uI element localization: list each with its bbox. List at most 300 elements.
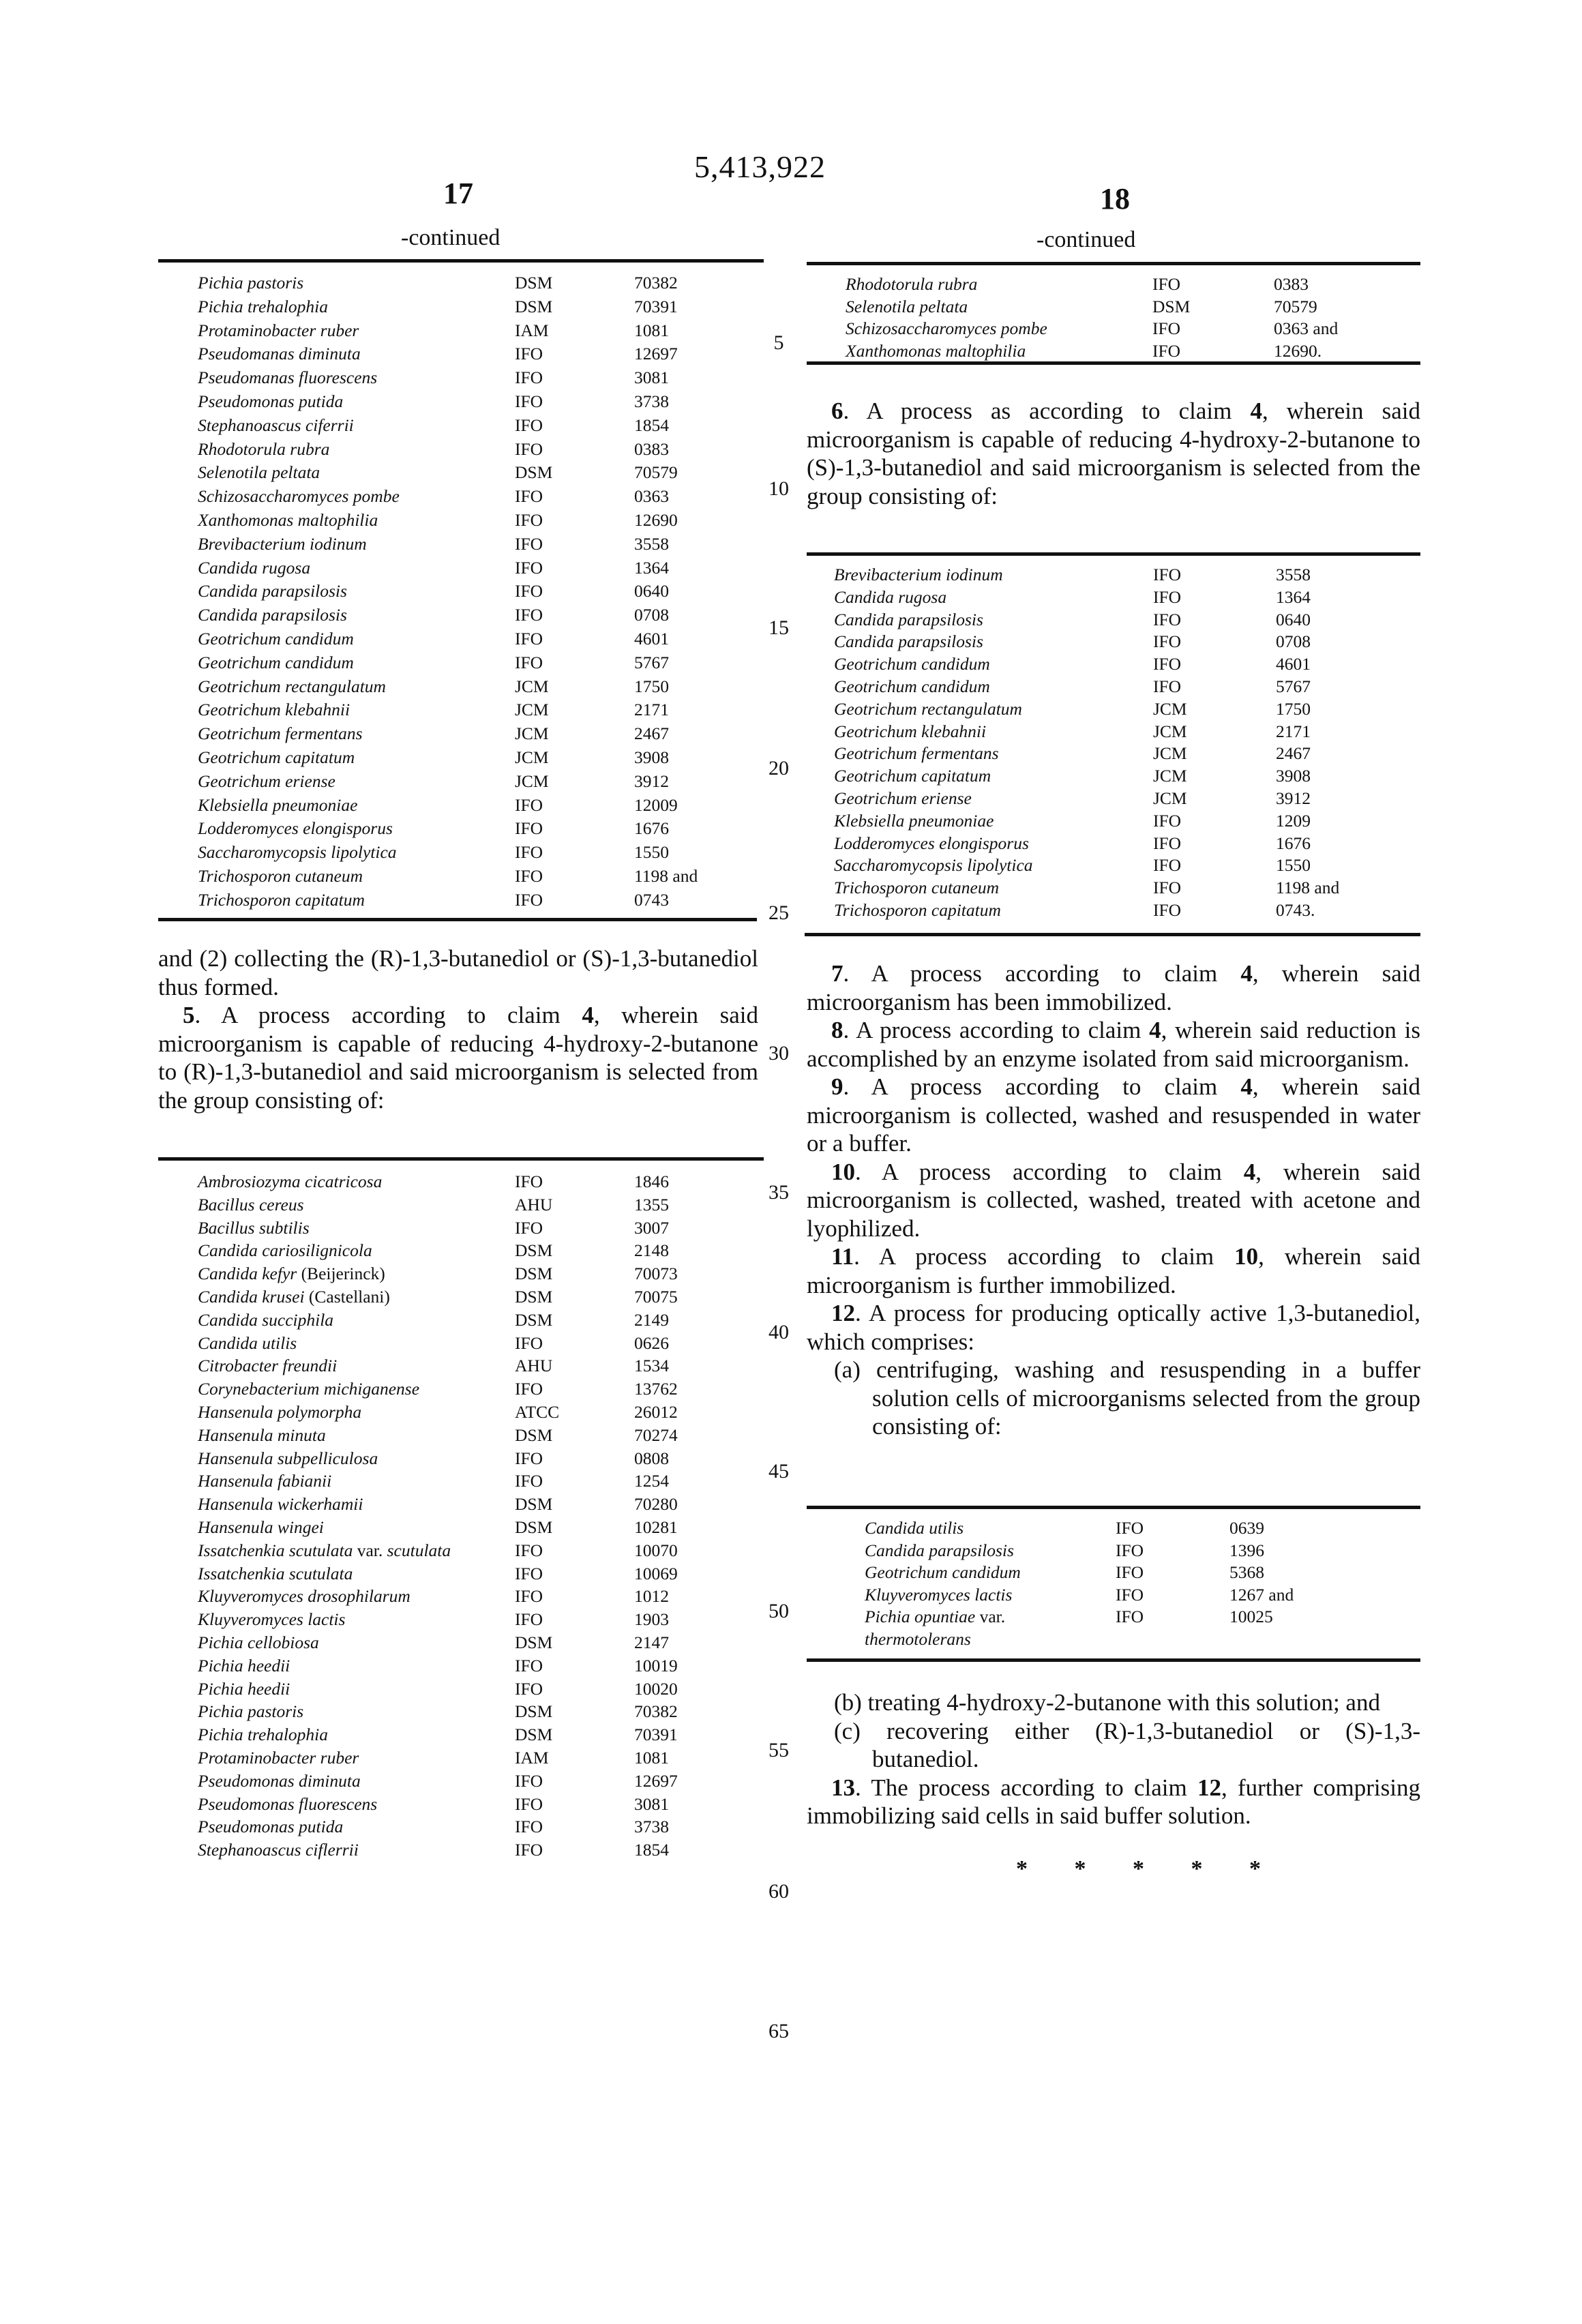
- table-row: [198, 1401, 764, 1424]
- collection-code: IFO: [1116, 1562, 1144, 1582]
- accession-number: 1903: [634, 1609, 669, 1630]
- strain-name: Candida parapsilosis: [865, 1540, 1014, 1560]
- line-number: 65: [768, 2020, 789, 2042]
- strain-name: Ambrosiozyma cicatricosa: [198, 1172, 383, 1191]
- table-row: [834, 876, 1414, 899]
- table-row: [198, 1170, 764, 1193]
- strain-name: Geotrichum candidum: [834, 654, 990, 674]
- table-row: [834, 742, 1414, 765]
- collection-code: IFO: [1153, 878, 1182, 898]
- collection-code: IFO: [515, 486, 543, 507]
- accession-number: 70280: [634, 1494, 678, 1515]
- accession-number: 3908: [1276, 766, 1311, 786]
- table-row: [198, 1332, 764, 1355]
- table-row: [198, 295, 764, 318]
- strain-name: Trichosporon capitatum: [834, 900, 1001, 920]
- table-row: [198, 533, 764, 556]
- table-rule: [158, 918, 757, 921]
- line-number: 55: [768, 1739, 789, 1761]
- claim-text: , wherein said microorganism is collected, washed and resuspended in water or a buffer.: [807, 1073, 1420, 1157]
- claim-number: 5: [183, 1002, 195, 1028]
- line-number: 35: [768, 1181, 789, 1204]
- collection-code: IFO: [515, 842, 543, 863]
- strain-name: Candida cariosilignicola: [198, 1240, 372, 1261]
- collection-code: IFO: [515, 533, 543, 554]
- table-row: [198, 1447, 764, 1470]
- claim-reference: 10: [1234, 1243, 1259, 1270]
- strain-name: Xanthomonas maltophilia: [198, 510, 378, 530]
- collection-code: DSM: [515, 1240, 553, 1261]
- claim-text: , wherein said reduction is accomplished by an enzyme isolated from said microorganism.: [807, 1017, 1420, 1072]
- table-row: [198, 1217, 764, 1240]
- table-row: [198, 865, 764, 888]
- accession-number: 0383: [634, 438, 669, 459]
- collection-code: DSM: [515, 1309, 553, 1330]
- collection-code: DSM: [1152, 296, 1191, 316]
- claim-text-left: [158, 944, 758, 1114]
- table-row: [865, 1539, 1410, 1562]
- strain-name: Bacillus subtilis: [198, 1217, 310, 1238]
- collection-code: DSM: [515, 273, 553, 293]
- table-row: [834, 563, 1414, 586]
- continued-label-right: -continued: [1036, 227, 1136, 252]
- table-row: [198, 1746, 764, 1770]
- table-row: [865, 1583, 1410, 1607]
- collection-code: IFO: [1152, 340, 1181, 361]
- table-row: [834, 809, 1414, 833]
- accession-number: 3558: [1276, 565, 1311, 584]
- strain-name: Candida succiphila: [198, 1309, 334, 1330]
- collection-code: IAM: [515, 320, 549, 340]
- accession-number: 2171: [1276, 721, 1311, 741]
- collection-code: IFO: [515, 1840, 543, 1860]
- strain-name: Geotrichum eriense: [198, 771, 335, 791]
- patent-number: 5,413,922: [694, 149, 826, 184]
- table-row: [834, 899, 1414, 922]
- collection-code: IFO: [515, 1379, 543, 1399]
- strain-name: Pseudomanas diminuta: [198, 344, 361, 364]
- collection-code: IFO: [1116, 1607, 1144, 1626]
- continued-label-left: -continued: [401, 225, 501, 250]
- accession-number: 3912: [634, 771, 669, 791]
- strain-name: Candida rugosa: [198, 557, 311, 578]
- table-row: [198, 1700, 764, 1723]
- accession-number: 1750: [634, 676, 669, 696]
- accession-number: 70579: [1274, 296, 1317, 316]
- table-row: [198, 1493, 764, 1516]
- collection-code: IFO: [515, 652, 543, 672]
- strain-name: Pseudomonas putida: [198, 391, 344, 411]
- strain-name: Pseudomonas diminuta: [198, 1770, 361, 1791]
- table-row: [198, 1239, 764, 1262]
- table-rule: [807, 1506, 1420, 1509]
- strain-name: Selenotila peltata: [198, 462, 320, 483]
- collection-code: IFO: [515, 581, 543, 601]
- claim-5: [158, 1001, 758, 1114]
- claim-12-step-a: (a) centrifuging, washing and resuspending in a buffer solution cells of microorganisms selected from the group consisting of:: [834, 1356, 1420, 1440]
- accession-number: 10020: [634, 1678, 678, 1699]
- accession-number: 3081: [634, 1793, 669, 1814]
- strain-name: Xanthomonas maltophilia: [846, 340, 1026, 361]
- collection-code: JCM: [1153, 766, 1187, 786]
- collection-code: IFO: [1153, 654, 1182, 674]
- claim-9: [807, 1073, 1420, 1158]
- table-row: [198, 1654, 764, 1678]
- strain-name: Hansenula wickerhamii: [198, 1494, 363, 1515]
- strain-name: Protaminobacter ruber: [198, 320, 359, 340]
- accession-number: 1854: [634, 1840, 669, 1860]
- strain-name: Candida krusei (Castellani): [198, 1287, 390, 1307]
- table-row: [834, 787, 1414, 810]
- claim-text: . A process according to claim: [854, 1243, 1235, 1270]
- claim-13: [807, 1774, 1420, 1830]
- strain-name: Candida kefyr (Beijerinck): [198, 1264, 385, 1284]
- collection-code: JCM: [1153, 721, 1187, 741]
- accession-number: 0808: [634, 1448, 669, 1468]
- accession-number: 70382: [634, 273, 678, 293]
- claim-text: . A process according to claim: [843, 1017, 1150, 1043]
- collection-code: AHU: [515, 1194, 553, 1215]
- collection-code: IFO: [515, 1563, 543, 1583]
- table-row: [865, 1605, 1410, 1628]
- claim-12-step-b: (b) treating 4-hydroxy-2-butanone with this solution; and: [834, 1689, 1380, 1716]
- collection-code: JCM: [1153, 698, 1187, 719]
- table-rule: [807, 262, 1420, 265]
- table-row: [198, 390, 764, 413]
- claim-number: 7: [831, 960, 844, 987]
- collection-code: IFO: [515, 1586, 543, 1607]
- strain-name: Hansenula fabianii: [198, 1471, 332, 1491]
- collection-code: IFO: [515, 1817, 543, 1837]
- accession-number: 10281: [634, 1517, 678, 1537]
- line-number: 15: [768, 616, 789, 639]
- collection-code: JCM: [515, 676, 549, 696]
- accession-number: 10070: [634, 1540, 678, 1560]
- line-number: 30: [768, 1042, 789, 1064]
- accession-number: 1198 and: [1276, 878, 1340, 898]
- strain-name: Rhodotorula rubra: [846, 274, 978, 294]
- strain-name: Corynebacterium michiganense: [198, 1379, 420, 1399]
- collection-code: IFO: [515, 1609, 543, 1630]
- strain-name: Pichia heedii: [198, 1655, 290, 1675]
- strain-name: Trichosporon cutaneum: [198, 866, 363, 886]
- accession-number: 12697: [634, 344, 678, 364]
- claim-number: 9: [831, 1073, 844, 1100]
- accession-number: 1081: [634, 320, 669, 340]
- table-row: [198, 1723, 764, 1746]
- table-row: [198, 604, 764, 627]
- accession-number: 1364: [634, 557, 669, 578]
- table-row: [198, 1262, 764, 1285]
- collection-code: IFO: [1116, 1584, 1144, 1605]
- accession-number: 5368: [1229, 1562, 1264, 1582]
- collection-code: IFO: [515, 794, 543, 815]
- table-row: [834, 586, 1414, 609]
- accession-number: 3908: [634, 747, 669, 767]
- table-row: [198, 1539, 764, 1562]
- accession-number: 0640: [634, 581, 669, 601]
- collection-code: IFO: [1152, 274, 1181, 294]
- strain-name: Geotrichum fermentans: [198, 724, 363, 744]
- strain-name: Geotrichum klebahnii: [834, 721, 987, 741]
- table-row: [198, 1608, 764, 1631]
- accession-number: 1676: [634, 818, 669, 839]
- table-row: [198, 509, 764, 532]
- table-row: [198, 1285, 764, 1309]
- claim-text: , wherein said microorganism is further immobilized.: [807, 1243, 1420, 1298]
- collection-code: IFO: [1153, 810, 1182, 831]
- accession-number: 70075: [634, 1287, 678, 1307]
- claim-reference: 4: [582, 1002, 594, 1028]
- table-row: [198, 485, 764, 508]
- table-row: [834, 854, 1414, 877]
- claim-text: . A process according to claim: [843, 1073, 1241, 1100]
- strain-name: Geotrichum capitatum: [834, 766, 991, 786]
- line-number: 5: [773, 331, 784, 354]
- strain-name: Rhodotorula rubra: [198, 438, 330, 459]
- accession-number: 12690.: [1274, 340, 1322, 361]
- collection-code: DSM: [515, 1287, 553, 1307]
- strain-name: Pichia pastoris: [198, 273, 304, 293]
- collection-code: IFO: [515, 818, 543, 839]
- table-rule: [807, 552, 1420, 556]
- strain-name: Saccharomycopsis lipolytica: [198, 842, 397, 863]
- accession-number: 0743.: [1276, 900, 1315, 920]
- accession-number: 2147: [634, 1633, 669, 1652]
- table-row: [834, 630, 1414, 653]
- claim-text: . The process according to claim: [855, 1774, 1198, 1801]
- claim-number: 12: [831, 1300, 855, 1326]
- collection-code: DSM: [515, 1517, 553, 1537]
- accession-number: 1081: [634, 1748, 669, 1768]
- table-row: [834, 720, 1414, 743]
- table-row: [198, 1193, 764, 1217]
- strain-name: Protaminobacter ruber: [198, 1748, 359, 1768]
- table-row: [846, 295, 1418, 318]
- strain-name: Candida parapsilosis: [834, 631, 983, 652]
- collection-code: DSM: [515, 1264, 553, 1284]
- table-row: [198, 698, 764, 721]
- strain-name: Saccharomycopsis lipolytica: [834, 855, 1033, 876]
- strain-name: Schizosaccharomyces pombe: [198, 486, 400, 507]
- strain-name: Stephanoascus ciferrii: [198, 415, 354, 435]
- accession-number: 1267 and: [1229, 1584, 1294, 1605]
- claim-11: [807, 1242, 1420, 1299]
- table-row: [834, 675, 1414, 698]
- claims-12-end-and-13: [807, 1688, 1420, 1830]
- collection-code: DSM: [515, 462, 553, 483]
- collection-code: IFO: [515, 1770, 543, 1791]
- table-row: [198, 675, 764, 698]
- table-row: [198, 770, 764, 793]
- strain-name: Pseudomanas fluorescens: [198, 368, 378, 388]
- collection-code: IFO: [1153, 676, 1182, 696]
- claim-reference: 4: [1250, 398, 1262, 424]
- table-row: [198, 1585, 764, 1608]
- table-row: [198, 319, 764, 342]
- strain-name: Geotrichum eriense: [834, 788, 972, 808]
- collection-code: IFO: [515, 1217, 543, 1238]
- table-row: [834, 764, 1414, 788]
- strain-name: Candida parapsilosis: [834, 609, 983, 629]
- table-row: [198, 1793, 764, 1816]
- claim-text: , wherein said microorganism is capable of reducing 4-hydroxy-2-butanone to (S)-1,3-butanediol and said microorganism is selected from the group consisting of:: [807, 398, 1421, 509]
- accession-number: 70073: [634, 1264, 678, 1284]
- strain-name: Lodderomyces elongisporus: [834, 833, 1029, 853]
- collection-code: DSM: [515, 1425, 553, 1445]
- claim-number: 13: [831, 1774, 855, 1801]
- strain-name: Pseudomonas fluorescens: [198, 1793, 378, 1814]
- collection-code: IFO: [515, 1540, 543, 1560]
- accession-number: 12690: [634, 510, 678, 530]
- claim-6: [807, 397, 1420, 510]
- strain-name: Geotrichum candidum: [865, 1562, 1021, 1582]
- table-row: [198, 889, 764, 912]
- claim-text: . A process as according to claim: [843, 398, 1251, 424]
- accession-number: 1676: [1276, 833, 1311, 853]
- table-row: [198, 1377, 764, 1401]
- collection-code: DSM: [515, 1725, 553, 1745]
- accession-number: 2171: [634, 700, 669, 720]
- strain-name: Trichosporon capitatum: [198, 889, 365, 910]
- collection-code: IFO: [515, 605, 543, 625]
- collection-code: JCM: [515, 700, 549, 720]
- table-row: [846, 273, 1418, 296]
- strain-name: Candida parapsilosis: [198, 605, 347, 625]
- collection-code: JCM: [1153, 743, 1187, 764]
- line-number: 60: [768, 1880, 789, 1903]
- collection-code: IFO: [1153, 609, 1182, 629]
- claim-text: . A process according to claim: [855, 1158, 1244, 1185]
- accession-number: 1854: [634, 415, 669, 435]
- strain-name: Geotrichum candidum: [198, 652, 354, 672]
- accession-number: 70391: [634, 1725, 678, 1745]
- table-row: [198, 580, 764, 603]
- collection-code: IFO: [515, 344, 543, 364]
- collection-code: IFO: [515, 1678, 543, 1699]
- end-of-document-marks: * * * * *: [1016, 1856, 1281, 1881]
- accession-number: 26012: [634, 1402, 678, 1422]
- collection-code: IFO: [515, 391, 543, 411]
- accession-number: 10069: [634, 1563, 678, 1583]
- strain-name: Geotrichum candidum: [198, 629, 354, 649]
- accession-number: 3558: [634, 533, 669, 554]
- table-rule: [807, 1658, 1420, 1662]
- collection-code: IFO: [1152, 318, 1181, 338]
- strain-name: Pseudomonas putida: [198, 1817, 344, 1837]
- accession-number: 1550: [1276, 855, 1311, 876]
- column-number-left: 17: [443, 177, 473, 210]
- table-rule: [807, 361, 1420, 365]
- table-row: [198, 651, 764, 674]
- claim-12: [807, 1299, 1420, 1356]
- table-row: [865, 1517, 1410, 1540]
- table-row: [198, 722, 764, 745]
- strain-name: Candida utilis: [865, 1518, 964, 1538]
- accession-number: 1750: [1276, 698, 1311, 719]
- accession-number: 1198 and: [634, 866, 698, 886]
- accession-number: 0639: [1229, 1518, 1264, 1538]
- line-number: 10: [768, 477, 789, 500]
- claim-text: . A process according to claim: [194, 1002, 582, 1028]
- accession-number: 2149: [634, 1309, 669, 1330]
- accession-number: 13762: [634, 1379, 678, 1399]
- accession-number: 70274: [634, 1425, 678, 1445]
- collection-code: IFO: [1116, 1518, 1144, 1538]
- claim-12-step-c: (c) recovering either (R)-1,3-butanediol or (S)-1,3-butanediol.: [834, 1717, 1420, 1772]
- accession-number: 4601: [634, 629, 669, 649]
- accession-number: 3912: [1276, 788, 1311, 808]
- collection-code: JCM: [515, 771, 549, 791]
- table-row: [198, 1562, 764, 1585]
- claim4-continuation: and (2) collecting the (R)-1,3-butanediol or (S)-1,3-butanediol thus formed.: [158, 945, 758, 1000]
- strain-name: Geotrichum candidum: [834, 676, 990, 696]
- table-row: [198, 746, 764, 769]
- line-number: 50: [768, 1600, 789, 1622]
- collection-code: IFO: [515, 1332, 543, 1353]
- table-row: [198, 438, 764, 461]
- collection-code: IFO: [1153, 900, 1182, 920]
- accession-number: 12009: [634, 794, 678, 815]
- collection-code: JCM: [515, 747, 549, 767]
- collection-code: IFO: [515, 1172, 543, 1191]
- table-rule: [158, 1157, 764, 1161]
- claim-text: , wherein said microorganism has been immobilized.: [807, 960, 1420, 1015]
- accession-number: 4601: [1276, 654, 1311, 674]
- accession-number: 1550: [634, 842, 669, 863]
- collection-code: DSM: [515, 1701, 553, 1722]
- table-row: [198, 1354, 764, 1377]
- accession-number: 1846: [634, 1172, 669, 1191]
- accession-number: 0626: [634, 1332, 669, 1353]
- collection-code: ATCC: [515, 1402, 560, 1422]
- strain-name: Citrobacter freundii: [198, 1356, 338, 1376]
- strain-name: Issatchenkia scutulata: [198, 1563, 353, 1583]
- table-row: [198, 461, 764, 484]
- collection-code: IFO: [515, 1471, 543, 1491]
- collection-code: IFO: [1116, 1540, 1144, 1560]
- table-row: [198, 1678, 764, 1701]
- strain-name: Hansenula wingei: [198, 1517, 324, 1537]
- claim-7: [807, 959, 1420, 1016]
- collection-code: IAM: [515, 1748, 549, 1768]
- collection-code: IFO: [515, 438, 543, 459]
- collection-code: IFO: [515, 368, 543, 388]
- strain-name: Kluyveromyces drosophilarum: [198, 1586, 411, 1607]
- collection-code: IFO: [1153, 833, 1182, 853]
- claim-number: 11: [831, 1243, 854, 1270]
- strain-name: Pichia pastoris: [198, 1701, 304, 1722]
- table-row: [198, 1838, 764, 1862]
- collection-code: IFO: [515, 889, 543, 910]
- accession-number: 3738: [634, 1817, 669, 1837]
- line-number: 40: [768, 1321, 789, 1343]
- strain-name: Brevibacterium iodinum: [198, 533, 367, 554]
- strain-name: Klebsiella pneumoniae: [834, 810, 994, 831]
- table-row: [846, 340, 1418, 363]
- strain-name: Trichosporon cutaneum: [834, 878, 1000, 898]
- collection-code: JCM: [515, 724, 549, 744]
- collection-code: IFO: [1153, 855, 1182, 876]
- strain-name: Geotrichum capitatum: [198, 747, 355, 767]
- table-row: [198, 817, 764, 840]
- collection-code: JCM: [1153, 788, 1187, 808]
- table-row: [198, 1631, 764, 1654]
- table-row: [198, 841, 764, 864]
- collection-code: DSM: [515, 296, 553, 316]
- table-row: [198, 1470, 764, 1493]
- accession-number: 2148: [634, 1240, 669, 1261]
